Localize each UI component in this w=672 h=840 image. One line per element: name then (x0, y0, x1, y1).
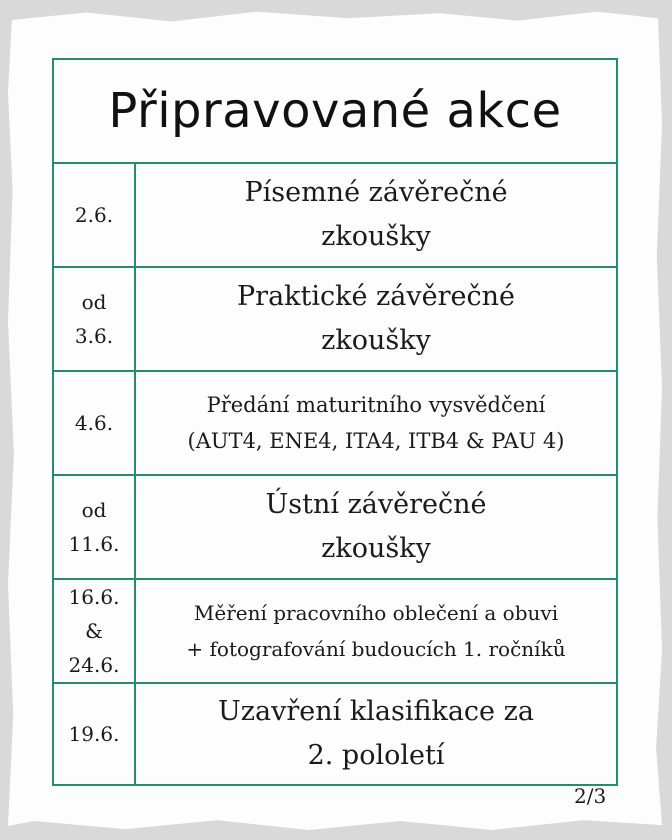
page-number: 2/3 (574, 784, 607, 808)
event-row (54, 164, 616, 268)
title-row (54, 60, 616, 164)
event-row (54, 372, 616, 476)
date-line: 24.6. (68, 653, 120, 677)
date-line: 19.6. (68, 722, 120, 746)
event-line: Uzavření klasifikace za (218, 696, 534, 727)
event-description (136, 164, 616, 266)
date-line: 4.6. (74, 411, 114, 435)
event-date (54, 268, 136, 370)
event-line: zkoušky (321, 325, 431, 356)
event-line: zkoušky (321, 221, 431, 252)
date-line: 16.6. (68, 585, 120, 609)
event-description (136, 684, 616, 784)
event-date (54, 164, 136, 266)
event-date (54, 476, 136, 578)
date-line: & (85, 619, 103, 643)
date-line: od (81, 498, 107, 522)
event-date (54, 372, 136, 474)
event-line: Praktické závěrečné (237, 281, 515, 312)
event-line: Předání maturitního vysvědčení (206, 393, 546, 417)
event-date (54, 580, 136, 682)
event-line: zkoušky (321, 533, 431, 564)
event-line: (AUT4, ENE4, ITA4, ITB4 & PAU 4) (187, 429, 565, 453)
date-line: od (81, 290, 107, 314)
event-description (136, 268, 616, 370)
event-line: + fotografování budoucích 1. ročníků (186, 637, 566, 661)
event-row (54, 580, 616, 684)
page-title: Připravované akce (108, 83, 562, 139)
event-description (136, 476, 616, 578)
event-row (54, 684, 616, 784)
event-description (136, 372, 616, 474)
event-row (54, 268, 616, 372)
event-line: Písemné závěrečné (244, 177, 508, 208)
event-row (54, 476, 616, 580)
date-line: 2.6. (74, 203, 114, 227)
event-line: Ústní závěrečné (265, 489, 487, 520)
date-line: 11.6. (68, 532, 120, 556)
event-line: 2. pololetí (307, 740, 445, 771)
event-date (54, 684, 136, 784)
event-line: Měření pracovního oblečení a obuvi (193, 601, 559, 625)
event-description (136, 580, 616, 682)
events-table (52, 58, 618, 786)
date-line: 3.6. (74, 324, 114, 348)
